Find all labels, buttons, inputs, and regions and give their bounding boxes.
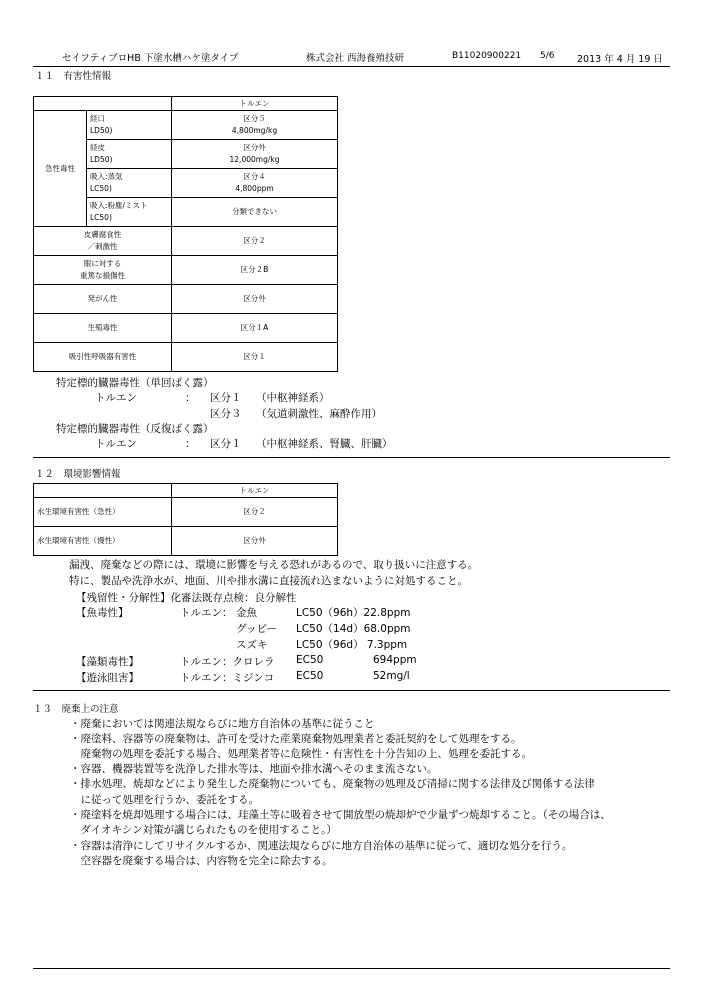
section-12-rule [33,690,670,691]
algae-test: EC50 [296,654,324,666]
acute-route-mist: 吸入:粉塵/ミスト LC50) [87,198,172,227]
section-13-title: １３ 廃棄上の注意 [33,704,119,715]
acute-value-dermal: 区分外 12,000mg/kg [172,140,338,169]
disposal-line-4: ・容器、機器装置等を洗浄した排水等は、地面や排水溝へそのまま流さない。 [70,763,438,775]
swim-test: EC50 [296,670,324,682]
disposal-line-10: 空容器を廃棄する場合は、内容物を完全に除去する。 [70,855,333,867]
stot-repeat-row-1-colon: ： [185,438,196,450]
toxicity-table [33,96,338,372]
eco-value-chronic: 区分外 [172,527,338,556]
acute-value-mist: 分類できない [172,198,338,227]
fish-row-2-test: LC50（14d）68.0ppm [296,623,411,635]
disposal-line-5: ・排水処理、焼却などにより発生した廃棄物についても、廃棄物の処理及び清掃に関する法律及び関係する法律 [70,778,595,790]
disposal-line-9: ・容器は清浄にしてリサイクルするか、関連法規ならびに地方自治体の基準に従って、適切な処分を行う。 [70,840,573,852]
stot-repeat-row-1-note: （中枢神経系、腎臓、肝臓） [256,438,393,450]
stot-single-row-2-note: （気道刺激性、麻酔作用） [256,408,382,420]
disposal-line-3: 廃棄物の処理を委託する場合、処理業者等に危険性・有害性を十分告知の上、処理を委託する。 [70,748,532,760]
header-company: 株式会社 西海養殖技研 [306,53,405,64]
hazard-value-carcinogenicity: 区分外 [172,285,338,314]
fish-row-1-prefix: トルエン： [180,607,233,619]
fish-row-1-species: 金魚 [236,607,257,619]
eco-corner-cell [34,484,172,498]
eco-table [33,483,338,556]
section-12-title: １２ 環境影響情報 [35,469,121,480]
eco-col-header: トルエン [172,484,338,498]
disposal-line-2: ・廃塗料、容器等の廃棄物は、許可を受けた産業廃棄物処理業者と委託契約をして処理をする。 [70,733,522,745]
fish-toxicity-label: 【魚毒性】 [76,607,129,619]
persistence-line: 【残留性・分解性】化審法既存点検：良分解性 [76,592,297,604]
stot-repeat-title: 特定標的臓器毒性（反復ばく露） [56,423,214,435]
disposal-line-1: ・廃棄においては関連法規ならびに地方自治体の基準に従うこと [70,718,375,730]
stot-single-title: 特定標的臓器毒性（単回ばく露） [56,377,214,389]
eco-paragraph-2: 特に、製品や洗浄水が、地面、川や排水溝に直接流れ込まないように対処すること。 [69,575,468,587]
hazard-label-carcinogenicity: 発がん性 [34,285,172,314]
hazard-label-reproductive: 生殖毒性 [34,314,172,343]
stot-single-row-1-note: （中枢神経系） [256,392,330,404]
section-11-rule [33,457,670,458]
fish-row-3-test: LC50（96d） 7.3ppm [296,639,408,651]
fish-row-3-species: スズキ [236,639,268,651]
eco-value-acute: 区分２ [172,498,338,527]
algae-toxicity-label: 【藻類毒性】 [76,656,139,668]
acute-route-dermal: 経皮 LD50) [87,140,172,169]
fish-row-1-test: LC50（96h）22.8ppm [296,607,411,619]
section-11-title: １１ 有害性情報 [35,71,112,82]
hazard-value-skin: 区分２ [172,227,338,256]
stot-single-row-1-colon: ： [185,392,196,404]
stot-single-row-1-class: 区分１ [210,392,242,404]
eco-label-acute: 水生環境有害性（急性） [34,498,172,527]
acute-value-vapor: 区分４ 4,800ppm [172,169,338,198]
acute-toxicity-label: 急性毒性 [34,111,87,227]
stot-single-row-1-name: トルエン [95,392,137,404]
header-date: 2013 年 4 月 19 日 [577,54,663,65]
hazard-value-reproductive: 区分１A [172,314,338,343]
hazard-value-eye: 区分２B [172,256,338,285]
eco-paragraph-1: 漏洩、廃棄などの際には、環境に影響を与える恐れがあるので、取り扱いに注意する。 [69,559,479,571]
swim-prefix: トルエン：ミジンコ [180,672,275,684]
acute-value-oral: 区分５ 4,800mg/kg [172,111,338,140]
acute-route-vapor: 吸入:蒸気 LC50) [87,169,172,198]
eco-label-chronic: 水生環境有害性（慢性） [34,527,172,556]
header-rule [33,66,670,67]
disposal-line-8: ダイオキシン対策が講じられたものを使用すること。） [70,824,337,836]
stot-single-row-2-class: 区分３ [210,408,242,420]
swim-inhibition-label: 【遊泳阻害】 [76,672,139,684]
algae-prefix: トルエン：クロレラ [180,656,275,668]
stot-repeat-row-1-name: トルエン [95,438,137,450]
hazard-label-eye: 眼に対する 重篤な損傷性 [34,256,172,285]
table-corner-cell [34,97,172,111]
table-col-header: トルエン [172,97,338,111]
stot-repeat-row-1-class: 区分１ [210,438,242,450]
header-page: 5/6 [540,51,555,61]
acute-route-oral: 経口 LD50) [87,111,172,140]
footer-rule [33,968,670,969]
disposal-line-6: に従って処理を行うか、委託をする。 [70,794,259,806]
hazard-label-aspiration: 吸引性呼吸器有害性 [34,343,172,372]
hazard-value-aspiration: 区分１ [172,343,338,372]
algae-value: 694ppm [373,654,417,666]
hazard-label-skin: 皮膚腐食性 ／刺激性 [34,227,172,256]
header-product: セイフティブロHB 下塗水槽ハケ塗タイプ [62,53,239,64]
swim-value: 52mg/l [373,670,410,682]
header-code: B11020900221 [452,51,522,61]
disposal-line-7: ・廃塗料を焼却処理する場合には、珪藻土等に吸着させて開放型の焼却炉で少量ずつ焼却すること。（その場合は、 [70,809,611,821]
fish-row-2-species: グッピー [236,623,278,635]
